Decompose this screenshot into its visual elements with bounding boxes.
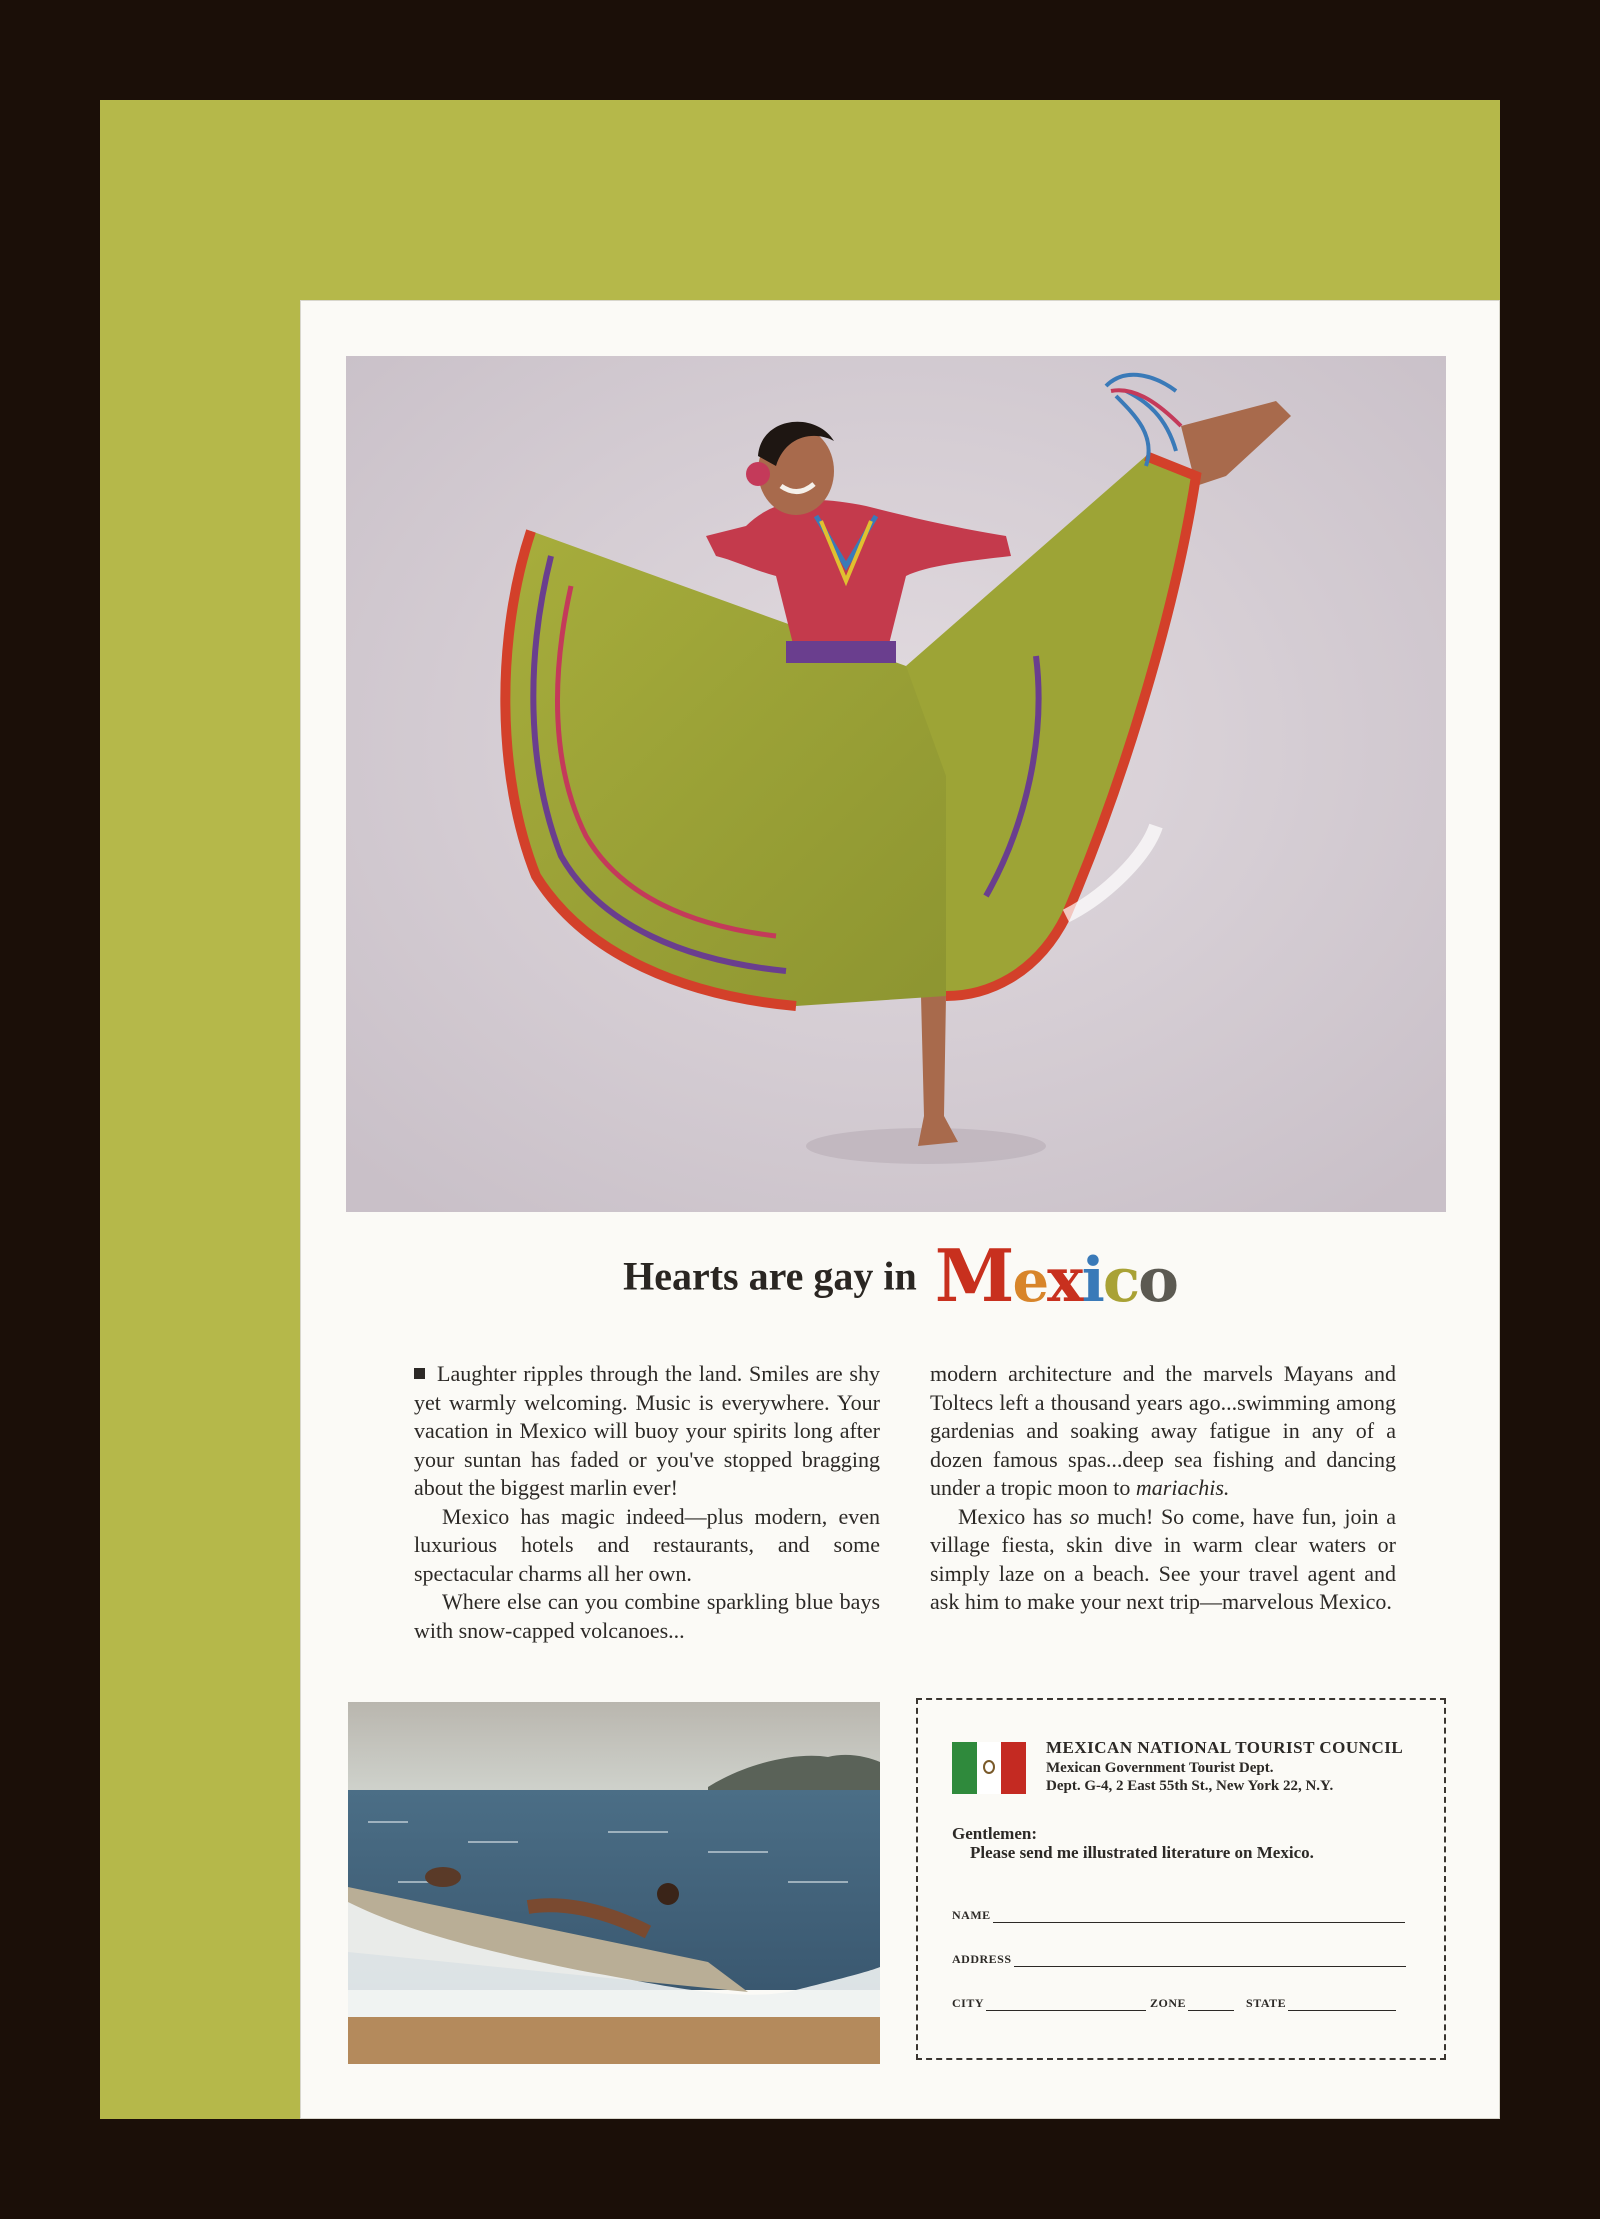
name-input-line[interactable] <box>993 1908 1405 1923</box>
body-column-right <box>930 1360 1396 1617</box>
zone-label: ZONE <box>1150 1996 1187 2010</box>
body-paragraph: modern architecture and the marvels Mayans and Toltecs left a thousand years ago...swimming among gardenias and soaking away fatigue in any of a dozen famous spas...deep sea fishing and dancing under a tropic moon to mariachis. <box>930 1361 1396 1500</box>
mexico-wordmark <box>934 1233 1177 1318</box>
wordmark-letter: x <box>1047 1245 1082 1316</box>
headline-lead: Hearts are gay in <box>623 1253 917 1299</box>
wordmark-letter: i <box>1081 1245 1103 1316</box>
coupon-address: Dept. G-4, 2 East 55th St., New York 22, N.Y. <box>1046 1778 1334 1794</box>
city-zone-state-row[interactable] <box>952 1996 1396 2011</box>
city-label: CITY <box>952 1996 985 2010</box>
coupon-subtitle: Mexican Government Tourist Dept. <box>1046 1760 1274 1776</box>
body-paragraph: Laughter ripples through the land. Smiles are shy yet warmly welcoming. Music is everywhere. Your vacation in Mexico will buoy your spirits long after your suntan has faded or you've stopped bragging about the biggest marlin ever! <box>414 1361 880 1500</box>
coupon-greeting: Gentlemen: <box>952 1824 1037 1843</box>
address-label: ADDRESS <box>952 1952 1012 1966</box>
bullet-mark <box>414 1368 425 1379</box>
city-input-line[interactable] <box>986 1996 1146 2011</box>
wordmark-letter: e <box>1012 1247 1048 1315</box>
body-paragraph: Where else can you combine sparkling blue bays with snow-capped volcanoes... <box>414 1589 880 1643</box>
state-label: STATE <box>1246 1996 1287 2010</box>
address-field[interactable] <box>952 1952 1406 1967</box>
state-input-line[interactable] <box>1288 1996 1396 2011</box>
mail-coupon[interactable] <box>916 1698 1446 2060</box>
beach-photo <box>348 1702 880 2064</box>
name-field[interactable] <box>952 1908 1405 1923</box>
wordmark-letter: o <box>1138 1245 1177 1316</box>
body-paragraph: Mexico has so much! So come, have fun, join a village fiesta, skin dive in warm clear waters or simply laze on a beach. See your travel agent and ask him to make your next trip—marvelous Mexico. <box>930 1503 1396 1614</box>
body-column-left <box>414 1360 880 1645</box>
wordmark-letter: M <box>934 1233 1013 1318</box>
coupon-title: MEXICAN NATIONAL TOURIST COUNCIL <box>1046 1738 1404 1757</box>
dancer-photo <box>346 356 1446 1212</box>
picture-frame-mat <box>100 100 1500 2119</box>
advertisement-page <box>300 300 1500 2119</box>
wordmark-letter: c <box>1102 1245 1139 1316</box>
name-label: NAME <box>952 1908 991 1922</box>
headline <box>300 1233 1500 1318</box>
mexican-flag-icon <box>952 1742 1026 1794</box>
body-paragraph: Mexico has magic indeed—plus modern, even luxurious hotels and restaurants, and some spectacular charms all her own. <box>414 1503 880 1586</box>
address-input-line[interactable] <box>1014 1952 1406 1967</box>
zone-input-line[interactable] <box>1188 1996 1234 2011</box>
coupon-request: Please send me illustrated literature on Mexico. <box>970 1843 1314 1862</box>
